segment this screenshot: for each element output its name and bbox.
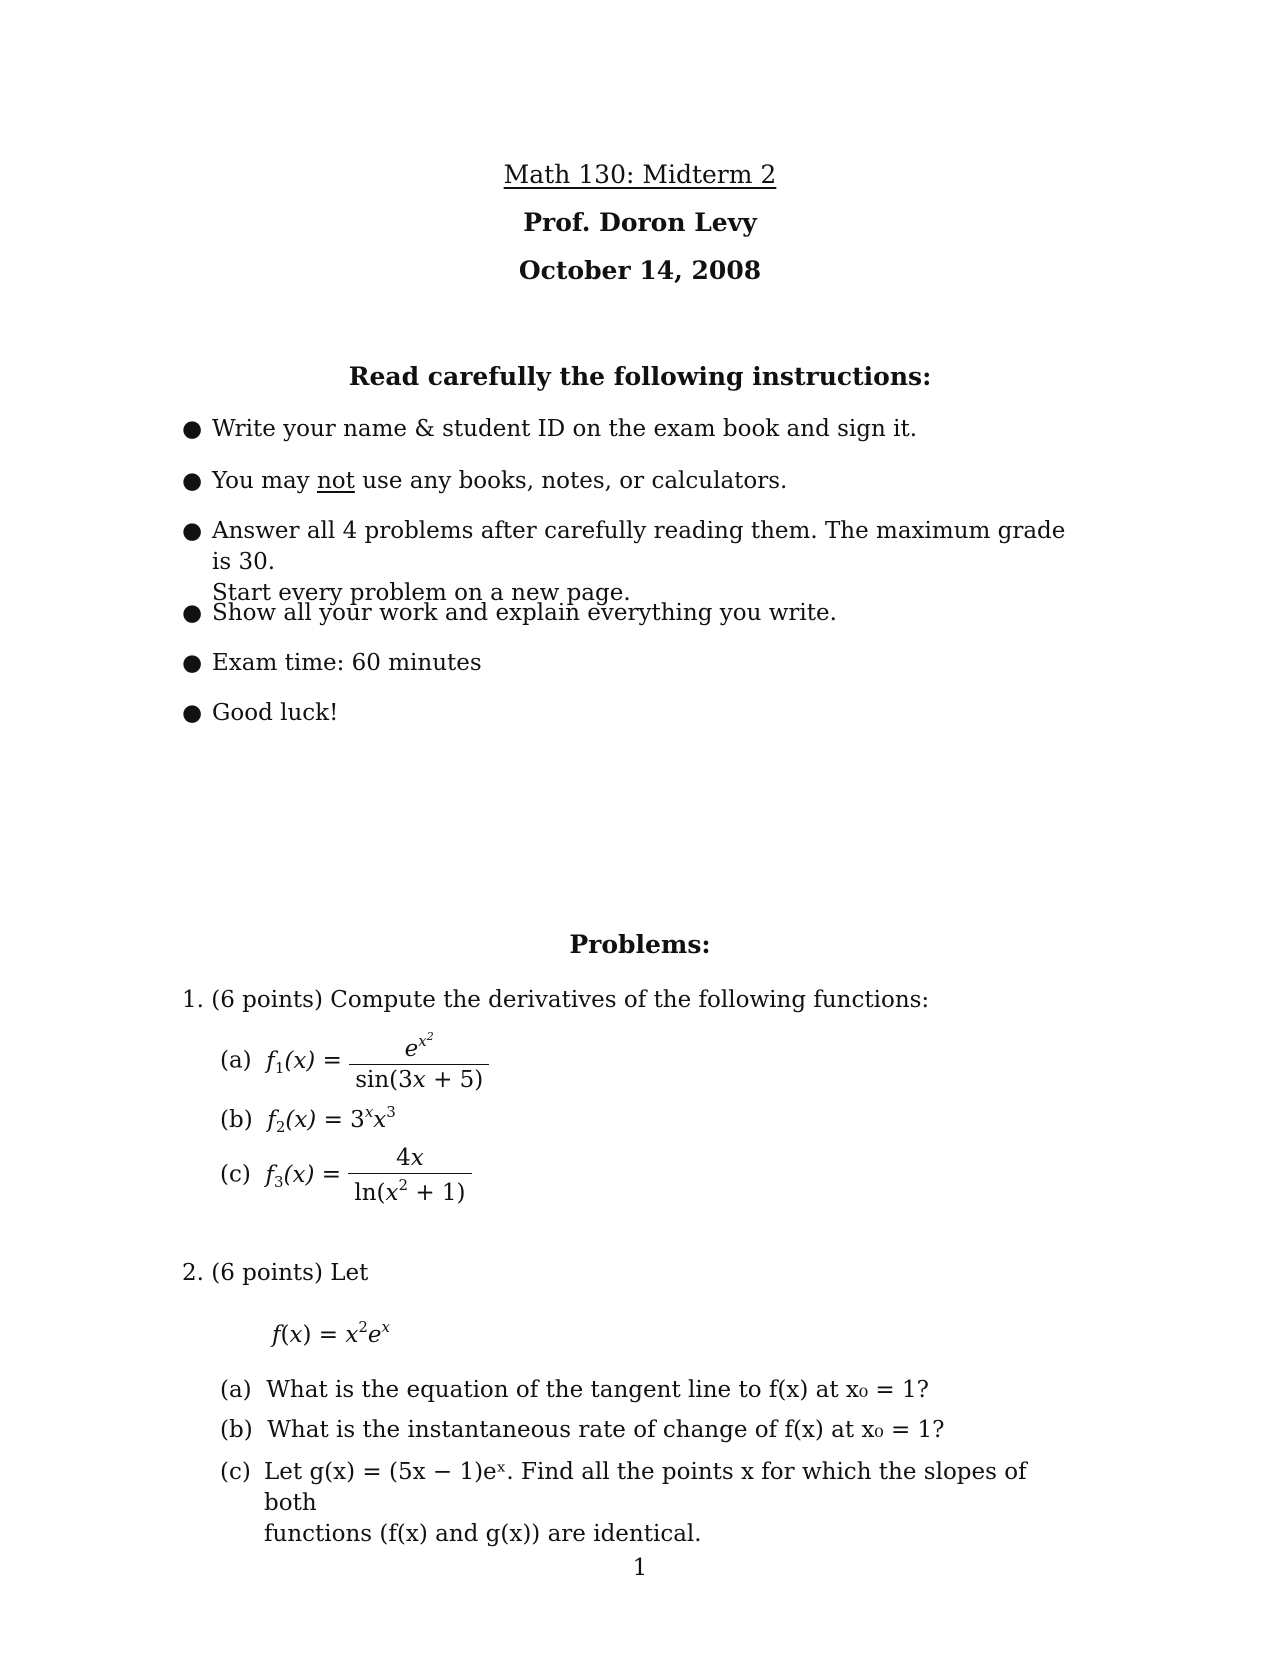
instructions-heading: Read carefully the following instructions: — [348, 362, 932, 391]
problem-2-function: $f(x) = x^2e^x$ — [272, 1318, 390, 1348]
fraction: $\frac{4x}{\ln(x^2 + 1)}$ — [348, 1145, 471, 1206]
exam-title: Math 130: Midterm 2 — [503, 160, 777, 189]
bullet-icon: ● — [182, 416, 203, 442]
bullet-icon: ● — [182, 468, 203, 494]
problem-1b: (b) $f_2(x) = 3^xx^3$ — [220, 1103, 396, 1136]
professor-name: Prof. Doron Levy — [523, 208, 757, 237]
problem-1c: (c) $f_3(x)$ = $\frac{4x}{\ln(x^2 + 1)}$ — [220, 1145, 472, 1206]
bullet-icon: ● — [182, 600, 203, 626]
problem-2a: (a) What is the equation of the tangent line to f(x) at x₀ = 1? — [220, 1377, 929, 1403]
problem-1-statement: 1. (6 points) Compute the derivatives of the following functions: — [182, 987, 930, 1013]
fraction: $\frac{e^{x^2}}{\sin(3x + 5)}$ — [349, 1030, 489, 1093]
problem-1a: (a) $f_1(x)$ = $\frac{e^{x^2}}{\sin(3x + 5)}$ — [220, 1030, 489, 1093]
bullet-icon: ● — [182, 700, 203, 726]
problem-2-statement: 2. (6 points) Let — [182, 1260, 369, 1286]
bullet-icon: ● — [182, 650, 203, 676]
problems-heading: Problems: — [569, 930, 711, 959]
problem-2b: (b) What is the instantaneous rate of change of f(x) at x₀ = 1? — [220, 1417, 945, 1443]
page-number: 1 — [632, 1555, 648, 1581]
bullet-icon: ● — [182, 518, 203, 544]
exam-date: October 14, 2008 — [518, 256, 762, 285]
